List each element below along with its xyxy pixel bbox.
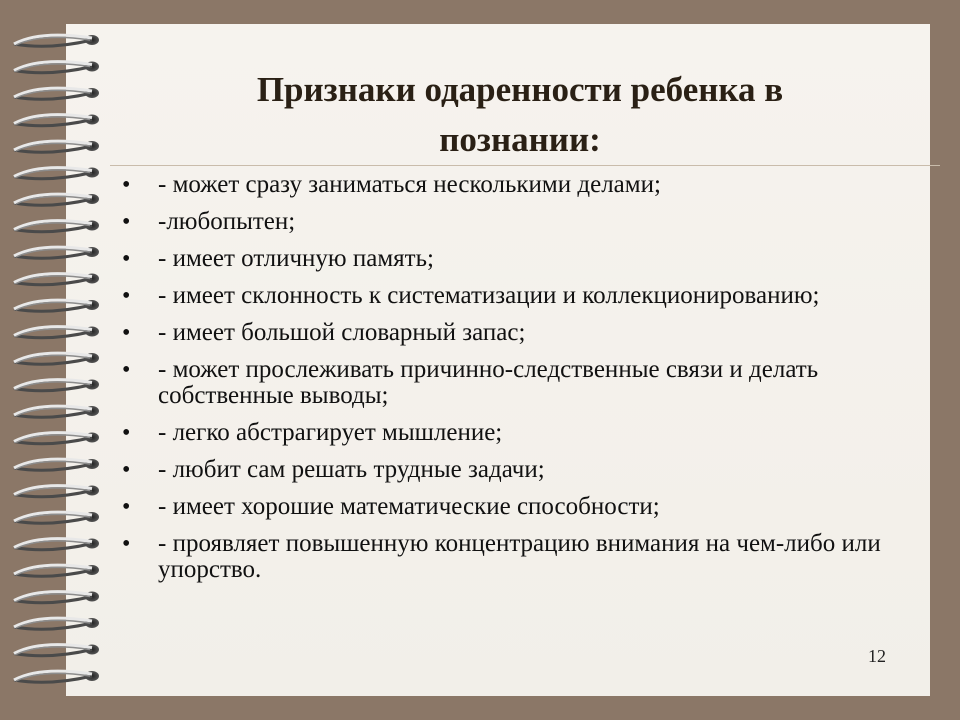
list-item: • -любопытен; (122, 208, 296, 235)
spiral-ring-icon (14, 565, 99, 576)
spiral-binding-icon (0, 0, 120, 720)
spiral-ring-icon (14, 141, 99, 152)
title-divider (110, 165, 940, 166)
spiral-ring-icon (14, 274, 99, 285)
spiral-ring-icon (14, 539, 99, 550)
spiral-ring-icon (14, 645, 99, 656)
bullet-icon: • (122, 357, 131, 383)
title-line-1: Признаки одаренности ребенка в (256, 70, 784, 110)
spiral-ring-icon (14, 459, 99, 470)
spiral-ring-icon (14, 62, 99, 73)
spiral-ring-icon (14, 221, 99, 232)
list-item: • - имеет отличную память; (122, 245, 434, 272)
list-item: • - может сразу заниматься несколькими делами; (122, 171, 661, 198)
spiral-ring-icon (14, 327, 99, 338)
list-item: • - имеет большой словарный запас; (122, 319, 526, 346)
bullet-icon: • (122, 494, 131, 520)
title-line-2: познании: (439, 120, 601, 160)
list-item: • - проявляет повышенную концентрацию внимания на чем-либо или упорство. (122, 530, 881, 583)
spiral-ring-icon (14, 194, 99, 205)
spiral-ring-icon (14, 618, 99, 629)
bullet-icon: • (122, 457, 131, 483)
spiral-ring-icon (14, 115, 99, 126)
bullet-icon: • (122, 420, 131, 446)
list-item: • - может прослеживать причинно-следственные связи и делать собственные выводы; (122, 356, 819, 409)
bullet-icon: • (122, 283, 131, 309)
spiral-ring-icon (14, 353, 99, 364)
spiral-ring-icon (14, 433, 99, 444)
spiral-ring-icon (14, 512, 99, 523)
bullet-icon: • (122, 172, 131, 198)
spiral-ring-icon (14, 592, 99, 603)
bullet-icon: • (122, 246, 131, 272)
page-number: 12 (868, 646, 886, 666)
spiral-ring-icon (14, 671, 99, 682)
bullet-list (122, 172, 912, 594)
spiral-ring-icon (14, 406, 99, 417)
spiral-ring-icon (14, 168, 99, 179)
slide-title (130, 65, 910, 165)
bullet-icon: • (122, 531, 131, 557)
list-item: • - имеет хорошие математические способности; (122, 493, 660, 520)
spiral-ring-icon (14, 247, 99, 258)
spiral-ring-icon (14, 88, 99, 99)
spiral-ring-icon (14, 35, 99, 46)
list-item: • - любит сам решать трудные задачи; (122, 456, 545, 483)
spiral-ring-icon (14, 300, 99, 311)
spiral-ring-icon (14, 486, 99, 497)
list-item: • - легко абстрагирует мышление; (122, 419, 503, 446)
list-item: • - имеет склонность к систематизации и коллекционированию; (122, 282, 820, 309)
bullet-icon: • (122, 209, 131, 235)
bullet-icon: • (122, 320, 131, 346)
spiral-ring-icon (14, 380, 99, 391)
